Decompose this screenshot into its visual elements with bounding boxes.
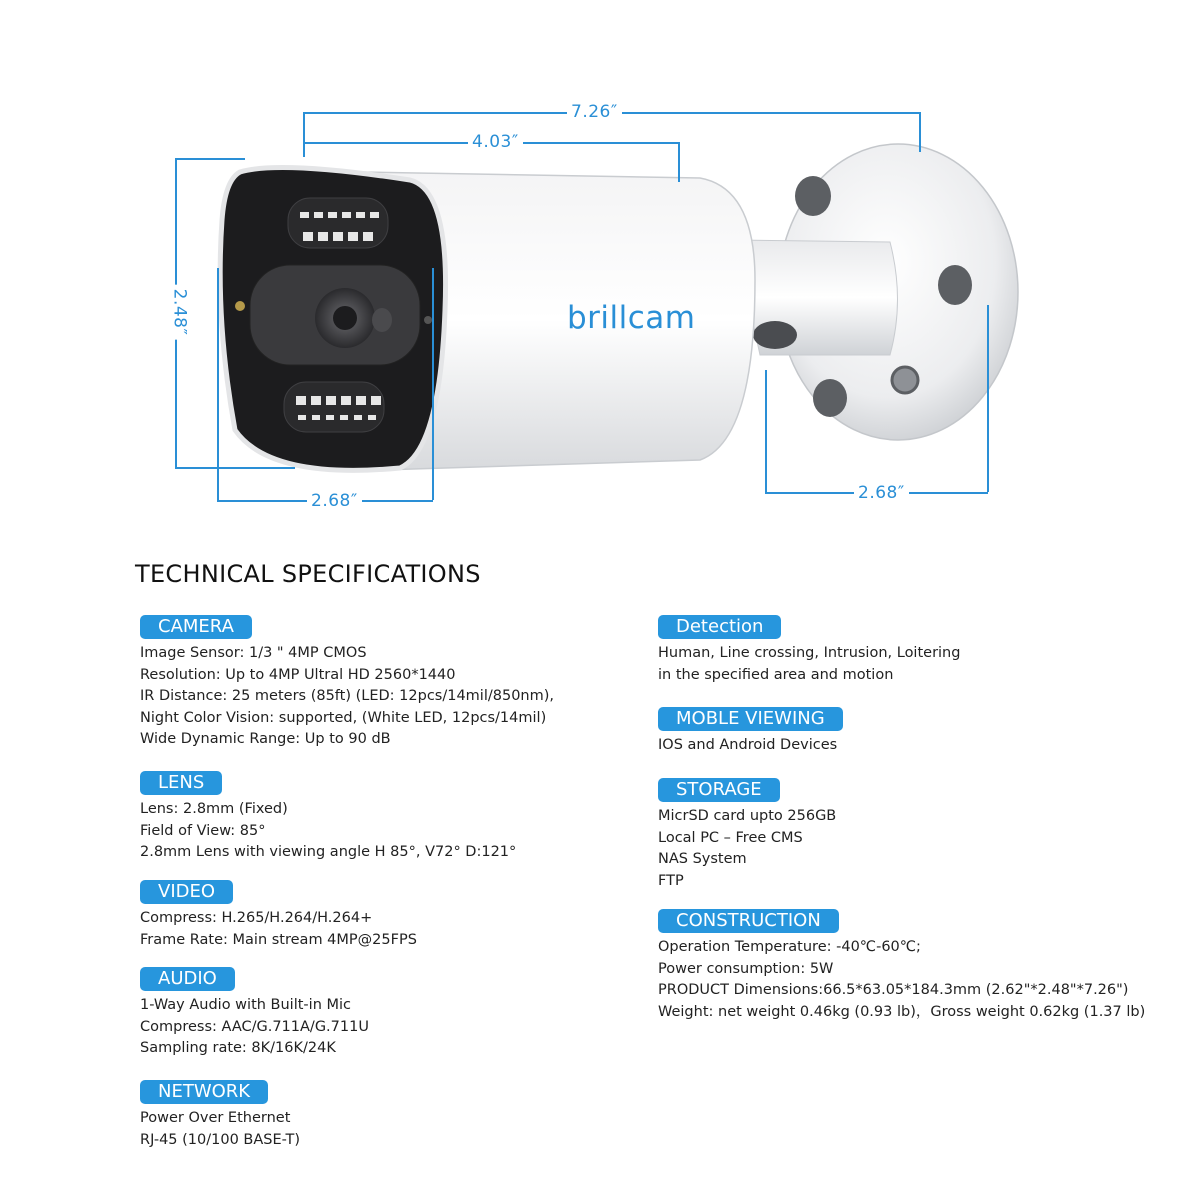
spec-line: 1-Way Audio with Built-in Mic: [140, 997, 352, 1013]
spec-tag-network: NETWORK: [140, 1080, 268, 1104]
spec-line: Lens: 2.8mm (Fixed): [140, 801, 288, 817]
spec-line: Local PC – Free CMS: [658, 829, 803, 846]
spec-line: Human, Line crossing, Intrusion, Loitering: [658, 645, 961, 661]
spec-tag-construction: CONSTRUCTION: [658, 909, 839, 933]
spec-line: IR Distance: 25 meters (85ft) (LED: 12pcs/14mil/850nm),: [140, 688, 555, 704]
dim-label-body-length: 4.03″: [468, 132, 523, 152]
spec-line: Power Over Ethernet: [140, 1110, 291, 1126]
dim-label-front-width: 2.68″: [307, 491, 362, 511]
camera-illustration: [0, 0, 1200, 540]
page-title: TECHNICAL SPECIFICATIONS: [135, 560, 481, 588]
spec-section-video: [140, 880, 417, 951]
spec-tag-audio: AUDIO: [140, 967, 235, 991]
spec-tag-camera: CAMERA: [140, 615, 252, 639]
camera-drawing: [0, 0, 1200, 540]
spec-line: 2.8mm Lens with viewing angle H 85°, V72° D:121°: [140, 844, 517, 860]
dim-label-height: 2.48″: [169, 285, 189, 340]
spec-line: NAS System: [658, 851, 747, 867]
dim-label-total-length: 7.26″: [567, 102, 622, 122]
spec-line: IOS and Android Devices: [658, 737, 838, 753]
spec-line: Resolution: Up to 4MP Ultral HD 2560*1440: [140, 666, 456, 683]
spec-section-construction: [658, 909, 1145, 1023]
spec-line: Compress: AAC/G.711A/G.711U: [140, 1018, 369, 1035]
spec-line: Image Sensor: 1/3 " 4MP CMOS: [140, 645, 367, 661]
spec-tag-lens: LENS: [140, 771, 222, 795]
spec-section-lens: [140, 771, 516, 864]
spec-line: Weight: net weight 0.46kg (0.93 lb)，Gross weight 0.62kg (1.37 lb): [658, 1003, 1146, 1020]
spec-line: in the specified area and motion: [658, 666, 894, 683]
spec-line: Power consumption: 5W: [658, 960, 834, 977]
spec-line: FTP: [658, 872, 684, 889]
spec-tag-video: VIDEO: [140, 880, 233, 904]
spec-line: MicrSD card upto 256GB: [658, 808, 837, 824]
spec-line: Sampling rate: 8K/16K/24K: [140, 1040, 336, 1056]
spec-line: PRODUCT Dimensions:66.5*63.05*184.3mm (2.62"*2.48"*7.26"): [658, 982, 1129, 998]
spec-section-audio: [140, 967, 369, 1060]
spec-line: RJ-45 (10/100 BASE-T): [140, 1131, 301, 1148]
spec-section-mobile-viewing: [658, 707, 843, 757]
spec-line: Wide Dynamic Range: Up to 90 dB: [140, 731, 391, 747]
spec-tag-storage: STORAGE: [658, 778, 780, 802]
spec-line: Night Color Vision: supported, (White LED, 12pcs/14mil): [140, 709, 547, 726]
spec-section-camera: [140, 615, 554, 751]
spec-tag-mobile-viewing: MOBLE VIEWING: [658, 707, 843, 731]
spec-section-network: [140, 1080, 300, 1151]
spec-tag-detection: Detection: [658, 615, 781, 639]
spec-section-storage: [658, 778, 836, 892]
spec-line: Operation Temperature: -40℃-60℃;: [658, 939, 921, 955]
spec-line: Frame Rate: Main stream 4MP@25FPS: [140, 931, 417, 948]
spec-line: Field of View: 85°: [140, 822, 266, 839]
spec-line: Compress: H.265/H.264/H.264+: [140, 910, 373, 926]
spec-section-detection: [658, 615, 960, 686]
brand-logo: brillcam: [567, 300, 696, 336]
dim-label-mount-width: 2.68″: [854, 483, 909, 503]
